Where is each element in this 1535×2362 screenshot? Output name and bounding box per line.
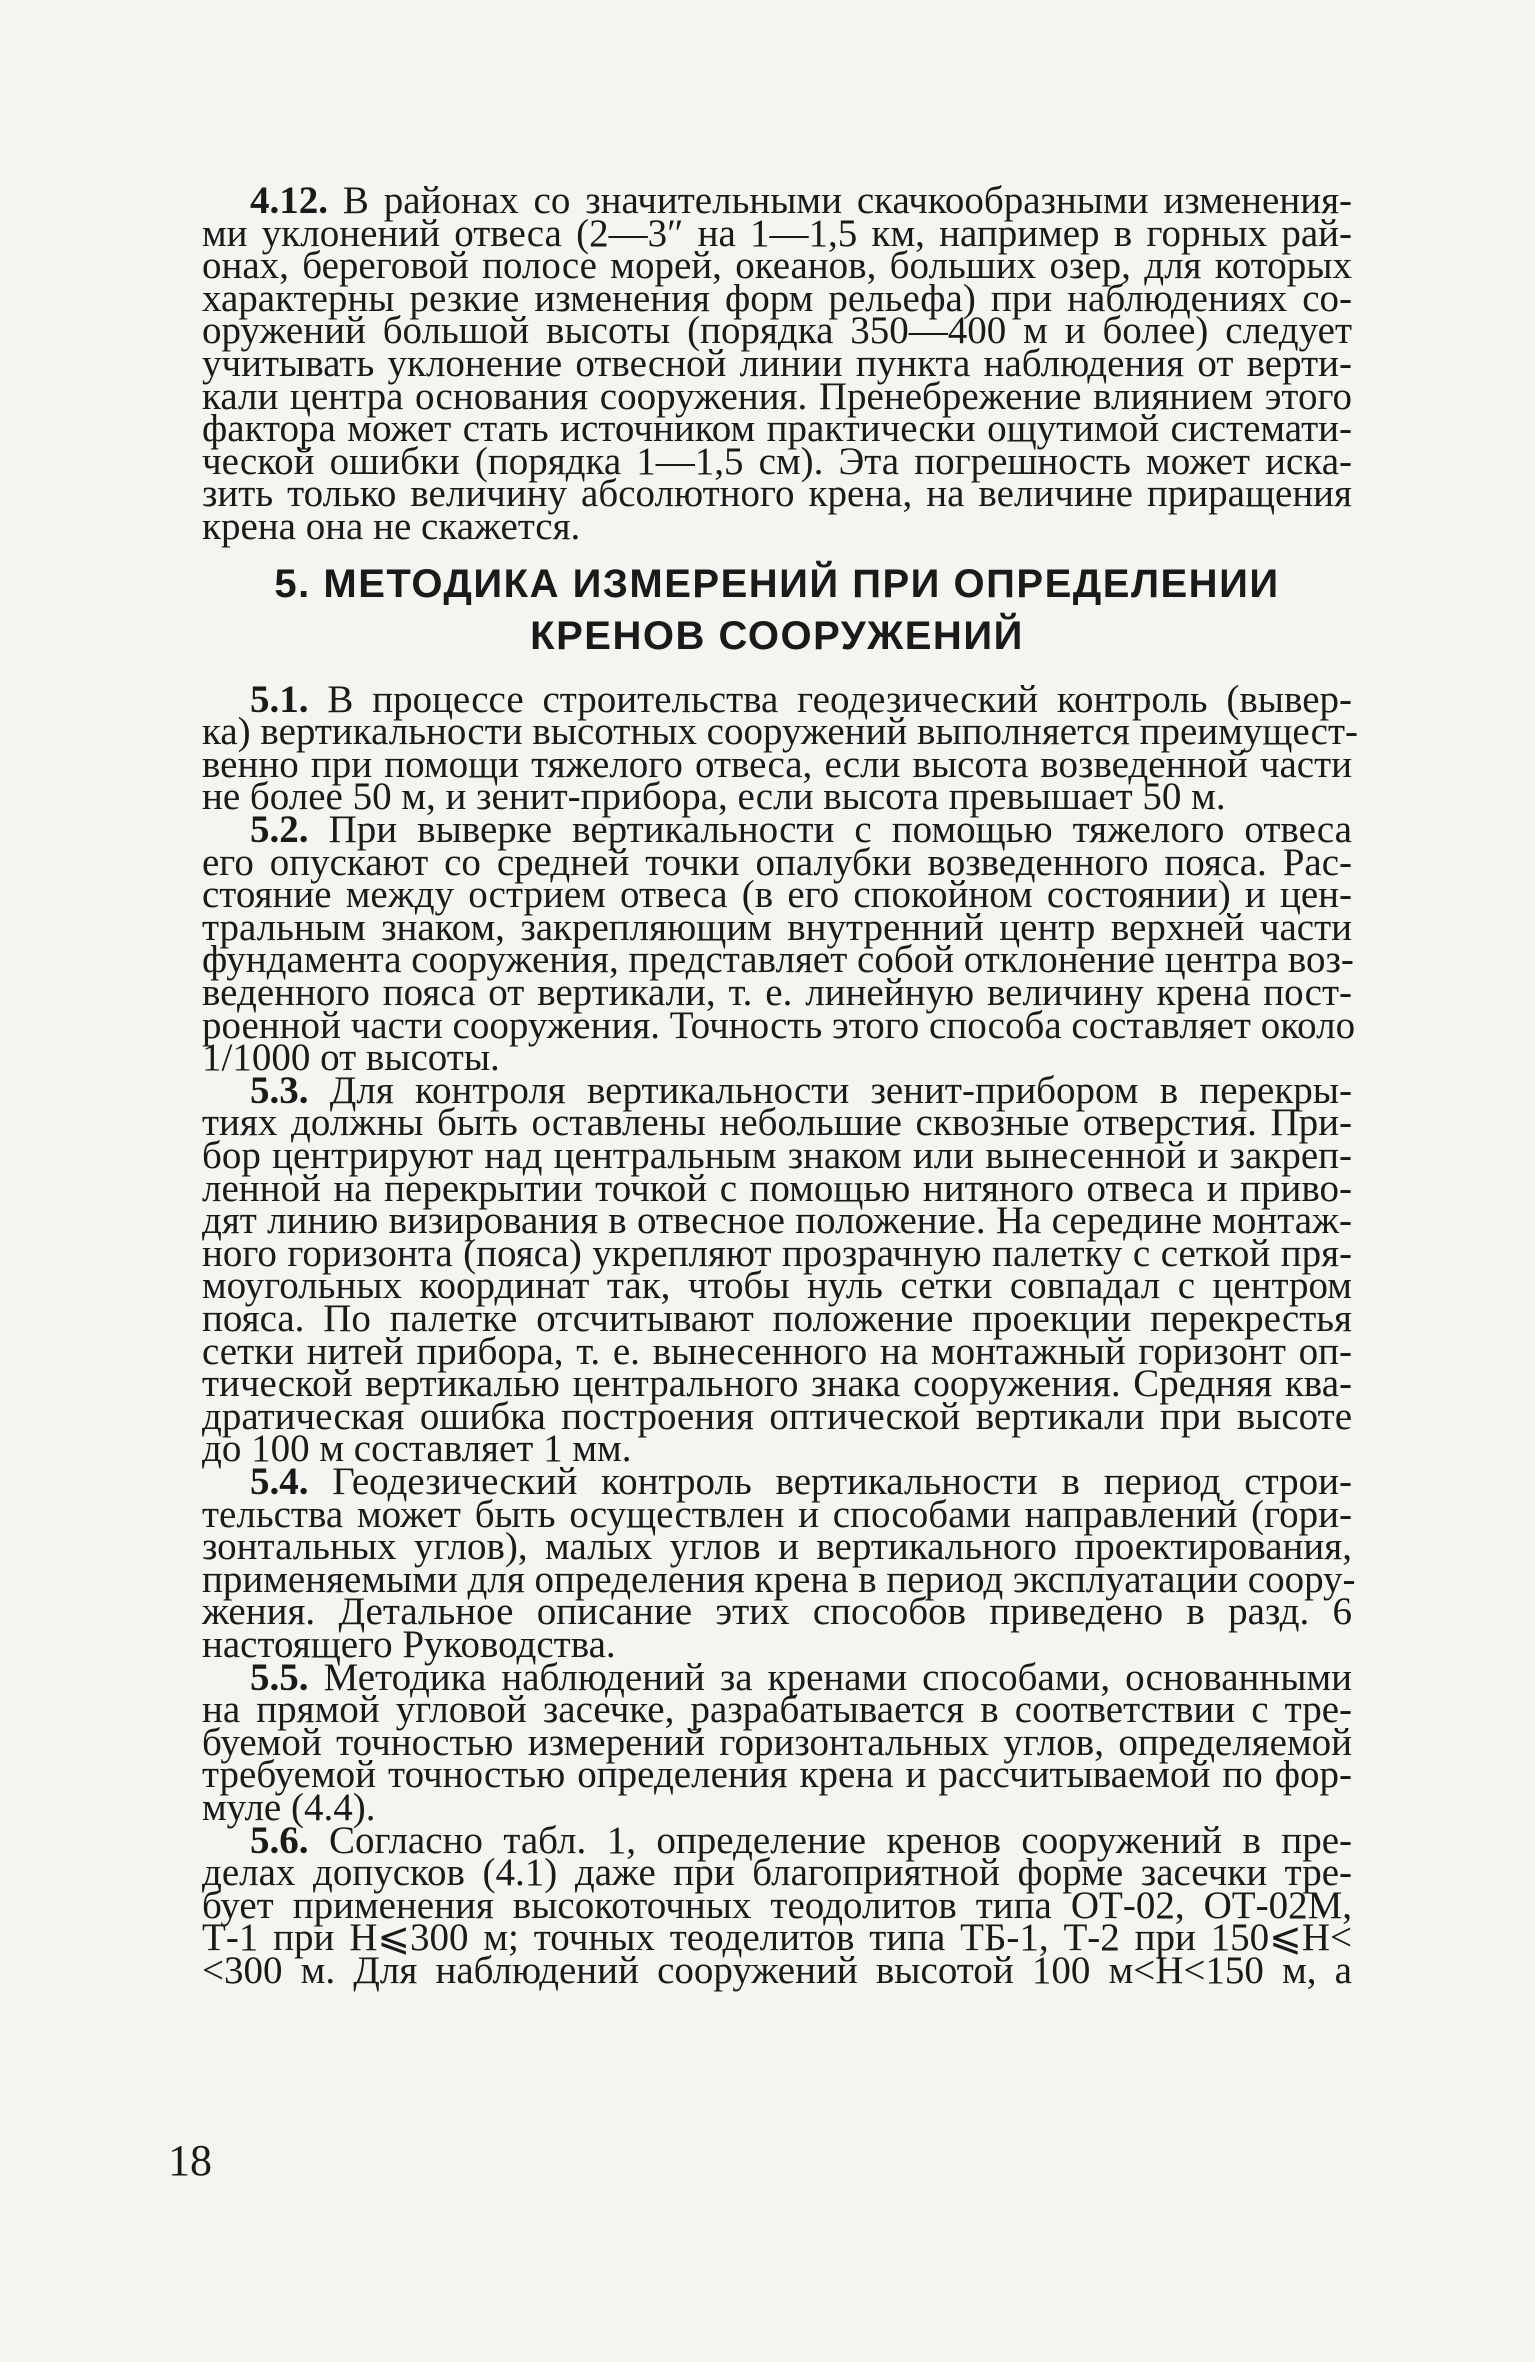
line-text: жения. Детальное описание этих способов приведено в разд. 6 [202, 1590, 1352, 1634]
paragraph-line [202, 1948, 1352, 2004]
line-text: крена она не скажется. [202, 505, 581, 548]
line-text: бор центрируют над центральным знаком или вынесенной и закреп- [202, 1134, 1352, 1177]
line-text: ческой ошибки (порядка 1—1,5 см). Эта погрешность может иска- [202, 439, 1352, 483]
line-text: дратическая ошибка построения оптической вертикали при высоте [202, 1394, 1352, 1438]
line-text: муле (4.4). [202, 1786, 376, 1829]
line-text: моугольных координат так, чтобы нуль сетки совпадал с центром [202, 1264, 1352, 1308]
line-text: веденного пояса от вертикали, т. е. линейную величину крена пост- [202, 971, 1352, 1014]
paragraph-number: 5.2. [250, 808, 309, 851]
line-text: тральным знаком, закрепляющим внутренний центр верхней части [202, 905, 1352, 949]
line-text: не более 50 м, и зенит-прибора, если высота превышает 50 м. [202, 775, 1226, 819]
paragraph-number: 5.3. [250, 1068, 309, 1112]
section-heading: 5. МЕТОДИКА ИЗМЕРЕНИЙ ПРИ ОПРЕДЕЛЕНИИ [274, 561, 1280, 606]
line-text: ми уклонений отвеса (2—3″ на 1—1,5 км, например в горных рай- [202, 211, 1352, 255]
line-text: 1/1000 от высоты. [202, 1036, 500, 1080]
line-text: При выверке вертикальности с помощью тяжелого отвеса [328, 808, 1352, 851]
paragraph-number: 5.5. [250, 1655, 309, 1699]
line-text: фактора может стать источником практически ощутимой системати- [202, 407, 1352, 451]
line-text: ленной на перекрытии точкой с помощью нитяного отвеса и приво- [202, 1166, 1352, 1210]
page-number: 18 [168, 2136, 212, 2185]
line-text: кали центра основания сооружения. Пренебрежение влиянием этого [202, 374, 1352, 418]
paragraph-number: 5.1. [250, 677, 309, 721]
line-text: тиях должны быть оставлены небольшие сквозные отверстия. При- [202, 1101, 1352, 1145]
line-text: применяемыми для определения крена в период эксплуатации соору- [202, 1557, 1356, 1601]
line-text: стояние между острием отвеса (в его спокойном состоянии) и цен- [202, 873, 1352, 917]
line-text: делах допусков (4.1) даже при благоприятной форме засечки тре- [202, 1851, 1352, 1895]
paragraph-line [202, 504, 1352, 560]
line-text: Согласно табл. 1, определение кренов сооружений в пре- [328, 1818, 1352, 1862]
paragraph-number: 5.4. [250, 1460, 309, 1503]
line-text: настоящего Руководства. [202, 1623, 616, 1666]
line-text: Для контроля вертикальности зенит-прибором в перекры- [329, 1068, 1352, 1112]
line-text: <300 м. Для наблюдений сооружений высотой 100 м<H<150 м, а [202, 1949, 1352, 1992]
line-text: сетки нитей прибора, т. е. вынесенного на монтажный горизонт оп- [202, 1329, 1352, 1373]
line-text: венно при помощи тяжелого отвеса, если высота возведенной части [202, 742, 1352, 786]
line-text: ного горизонта (пояса) укрепляют прозрачную палетку с сеткой пря- [202, 1231, 1352, 1275]
line-text: ка) вертикальности высотных сооружений выполняется преимущест- [202, 710, 1359, 754]
line-text: роенной части сооружения. Точность этого способа составляет около [202, 1003, 1356, 1047]
line-text: пояса. По палетке отсчитывают положение проекции перекрестья [202, 1297, 1352, 1340]
line-text: фундамента сооружения, представляет собой отклонение центра воз- [202, 938, 1354, 982]
line-text: оружений большой высоты (порядка 350—400 м и более) следует [202, 309, 1352, 353]
line-text: тической вертикалью центрального знака сооружения. Средняя ква- [202, 1362, 1352, 1406]
line-text: дят линию визирования в отвесное положение. На середине монтаж- [202, 1199, 1352, 1243]
line-text: Т-1 при H⩽300 м; точных теоделитов типа ТБ-1, Т-2 при 150⩽H< [202, 1916, 1352, 1960]
line-text: на прямой угловой засечке, разрабатывается в соответствии с тре- [202, 1688, 1352, 1732]
section-heading: КРЕНОВ СООРУЖЕНИЙ [530, 613, 1024, 658]
line-text: тельства может быть осуществлен и способами направлений (гори- [202, 1492, 1352, 1536]
line-text: В процессе строительства геодезический контроль (вывер- [327, 677, 1352, 721]
line-text: характерны резкие изменения форм рельефа) при наблюдениях со- [202, 276, 1352, 320]
line-text: буемой точностью измерений горизонтальных углов, определяемой [202, 1720, 1352, 1764]
paragraph-number: 5.6. [250, 1818, 309, 1862]
line-text: зить только величину абсолютного крена, на величине приращения [202, 472, 1352, 516]
line-text: до 100 м составляет 1 мм. [202, 1427, 632, 1471]
line-text: бует применения высокоточных теодолитов типа ОТ-02, ОТ-02М, [202, 1883, 1352, 1927]
line-text: требуемой точностью определения крена и рассчитываемой по фор- [202, 1753, 1352, 1797]
line-text: зонтальных углов), малых углов и вертикального проектирования, [202, 1525, 1352, 1569]
line-text: онах, береговой полосе морей, океанов, больших озер, для которых [202, 244, 1352, 288]
line-text: В районах со значительными скачкообразными изменения- [342, 179, 1352, 222]
line-text: учитывать уклонение отвесной линии пункта наблюдения от верти- [202, 342, 1352, 385]
line-text: Методика наблюдений за кренами способами, основанными [323, 1655, 1352, 1699]
line-text: его опускают со средней точки опалубки возведенного пояса. Рас- [202, 840, 1352, 884]
line-text: Геодезический контроль вертикальности в период строи- [332, 1460, 1352, 1503]
paragraph-number: 4.12. [250, 179, 328, 222]
